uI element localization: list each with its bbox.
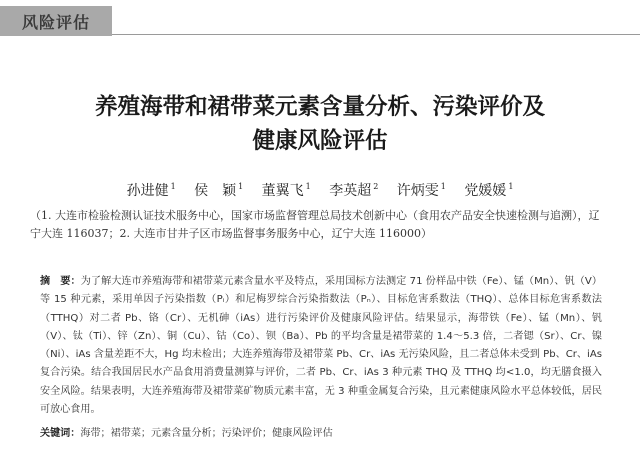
section-tab [0,6,112,36]
section-divider [112,34,640,35]
author: 党媛媛 $^1$ [464,182,514,199]
title-line-2: 健康风险评估 [252,128,388,154]
abstract-text: 为了解大连市养殖海带和裙带菜元素含量水平及特点，采用国标方法测定 71 份样品中铁（Fe）、锰（Mn）、钒（V）等 15 种元素，采用单因子污染指数（Pᵢ）和尼梅罗综合污染指数法（Pₙ）、目标危害系数法（THQ）、总体目标危害系数法（TTHQ）对二者 Pb、铬（Cr）、无机砷（iAs）进行污染评价及健康风险评估。结果显示，海带铁（Fe）、锰（Mn）、钒（V）、钛（Ti）、锌（Zn）、铜（Cu）、钴（Co）、钡（Ba）、Pb 的平均含量是裙带菜的 1.4～5.3 倍，二者锶（Sr）、Cr、镍（Ni）、iAs 含量差距不大，Hg 均未检出；大连养殖海带及裙带菜 Pb、Cr、iAs 无污染风险，且二者总体未受到 Pb、Cr、iAs 复合污染。结合我国居民水产品食用消费量测算与评价，二者 Pb、Cr、iAs 3 种元素 THQ 及 TTHQ 均<1.0，均无膳食摄入安全风险。结果表明，大连养殖海带及裙带菜矿物质元素丰富，无 3 种重金属复合污染，且元素健康风险水平总体较低，居民可放心食用。 [40,276,603,416]
abstract [40,273,602,419]
author: 孙进健 $^1$ [126,182,176,199]
article-title [20,90,620,158]
keywords-text: 海带；裙带菜；元素含量分析；污染评价；健康风险评估 [80,428,333,439]
author: 董翼飞 $^1$ [261,182,311,199]
author: 李英超 $^2$ [329,182,379,199]
section-label: 风险评估 [21,12,90,32]
title-line-1: 养殖海带和裙带菜元素含量分析、污染评价及 [94,94,545,120]
author: 侯 颖 $^1$ [194,182,244,199]
abstract-label: 摘 要： [40,276,81,287]
author: 许炳雯 $^1$ [396,182,446,199]
keywords-label: 关键词： [40,428,81,439]
author-list [0,180,640,200]
author-affiliation: （1. 大连市检验检测认证技术服务中心，国家市场监督管理总局技术创新中心（食用农产品安全快速检测与追溯），辽宁大连 116037；2. 大连市甘井子区市场监督事务服务中心，辽宁大连 116000） [30,209,600,240]
keywords [40,425,610,443]
